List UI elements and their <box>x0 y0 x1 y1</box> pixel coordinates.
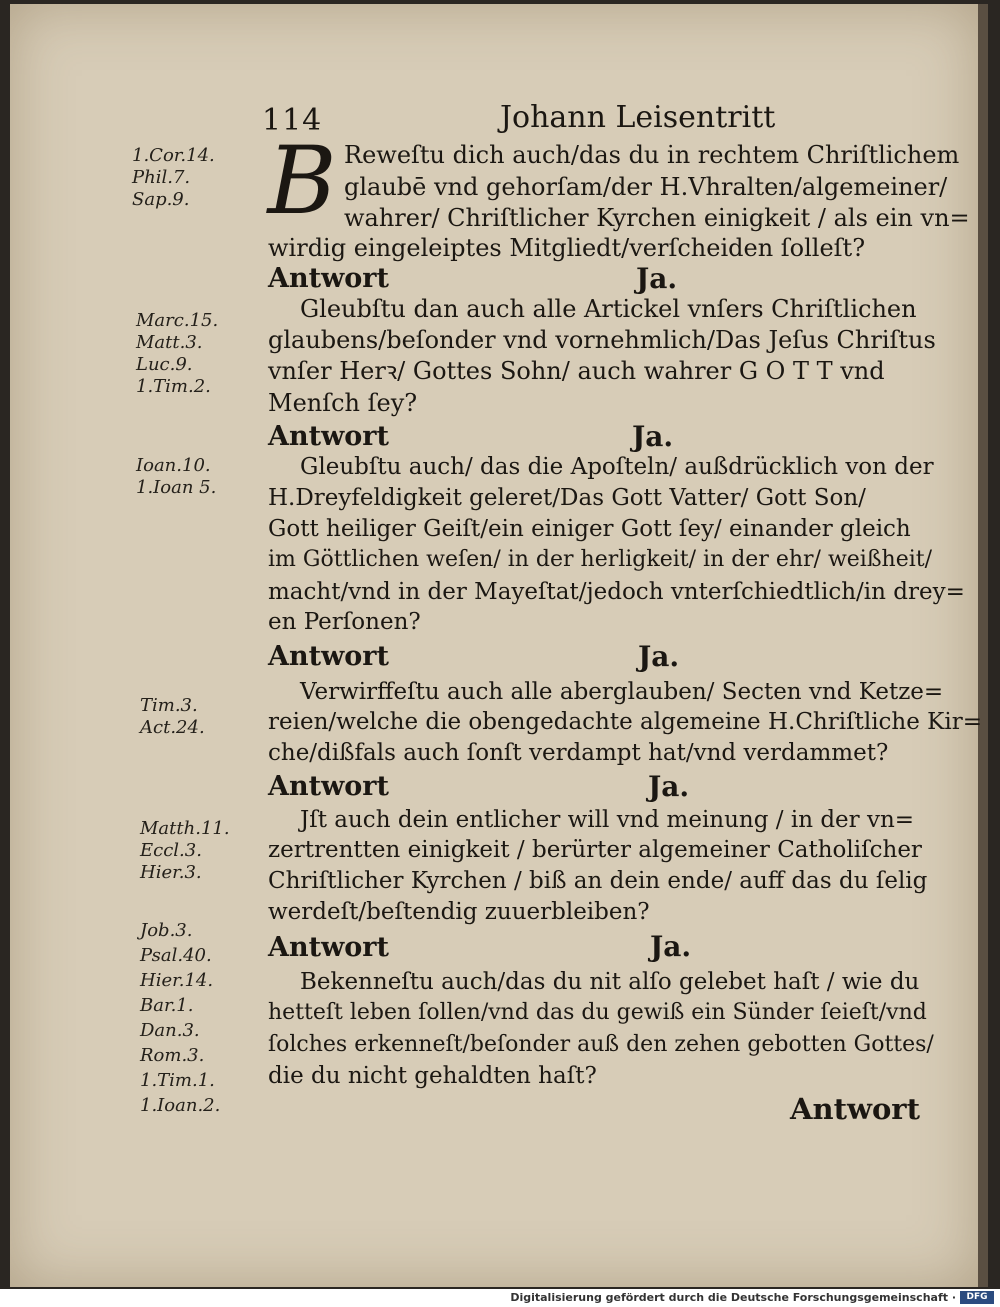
running-title: Johann Leisentritt <box>500 100 776 135</box>
margin-ref: Eccl.3. <box>140 840 202 861</box>
answer-label: Antwort <box>268 421 389 452</box>
text-line: wahrer/ Chriſtlicher Kyrchen einigkeit / als ein vn= <box>344 204 970 232</box>
margin-ref: Phil.7. <box>132 167 191 188</box>
text-line: Reweſtu dich auch/das du in rechtem Chriſtlichem <box>344 141 960 169</box>
margin-ref: Sap.9. <box>132 189 190 210</box>
margin-ref: 1.Cor.14. <box>132 145 215 166</box>
margin-ref: Hier.14. <box>140 970 214 991</box>
text-line: Menſch ſey? <box>268 389 418 417</box>
answer-label: Antwort <box>268 771 389 802</box>
answer-label: Antwort <box>268 263 389 294</box>
text-line: Gott heiliger Geiſt/ein einiger Gott ſey/ einander gleich <box>268 516 911 542</box>
text-line: Chriſtlicher Kyrchen / biß an dein ende/ auff das du ſelig <box>268 868 928 894</box>
margin-ref: Tim.3. <box>140 695 198 716</box>
margin-ref: 1.Tim.2. <box>136 376 211 397</box>
decorated-initial: B <box>267 127 337 236</box>
text-line: im Göttlichen weſen/ in der herligkeit/ in der ehr/ weißheit/ <box>268 547 933 572</box>
margin-ref-group-3 <box>136 455 216 499</box>
text-line: che/dißfals auch ſonſt verdampt hat/vnd verdammet? <box>268 740 889 766</box>
text-line: glaubē vnd gehorſam/der H.Vhralten/algemeiner/ <box>344 173 948 201</box>
text-line: Gleubſtu auch/ das die Apoſteln/ außdrücklich von der <box>300 454 934 480</box>
margin-ref: 1.Ioan.2. <box>140 1095 221 1116</box>
text-line: macht/vnd in der Mayeſtat/jedoch vnterſchiedtlich/in drey= <box>268 579 965 605</box>
text-line: die du nicht gehaldten haſt? <box>268 1063 597 1089</box>
answer-ja: Ja. <box>638 640 680 673</box>
text-line: ſolches erkenneſt/beſonder auß den zehen gebotten Gottes/ <box>268 1032 934 1057</box>
margin-ref: Hier.3. <box>140 862 202 883</box>
dfg-logo: DFG <box>960 1291 994 1304</box>
text-line: Gleubſtu dan auch alle Artickel vnſers Chriſtlichen <box>300 295 917 323</box>
answer-ja: Ja. <box>636 262 678 295</box>
margin-ref: Act.24. <box>140 717 205 738</box>
margin-ref: Marc.15. <box>136 310 219 331</box>
text-line: glaubens/beſonder vnd vornehmlich/Das Jeſus Chriſtus <box>268 326 936 354</box>
margin-ref: 1.Tim.1. <box>140 1070 215 1091</box>
answer-label: Antwort <box>268 641 389 672</box>
text-line: Bekenneſtu auch/das du nit alſo gelebet haſt / wie du <box>300 969 920 995</box>
margin-ref: 1.Ioan 5. <box>136 477 217 498</box>
margin-ref: Ioan.10. <box>136 455 211 476</box>
answer-ja: Ja. <box>650 930 692 963</box>
text-line: reien/welche die obengedachte algemeine H.Chriſtliche Kir= <box>268 709 982 735</box>
text-line: hetteſt leben ſollen/vnd das du gewiß ein Sünder ſeieſt/vnd <box>268 1000 927 1025</box>
text-line: vnſer Herꝛ/ Gottes Sohn/ auch wahrer G O T T vnd <box>268 357 885 385</box>
text-line: Jſt auch dein entlicher will vnd meinung / in der vn= <box>300 807 915 833</box>
margin-ref: Bar.1. <box>140 995 194 1016</box>
text-line: H.Dreyfeldigkeit geleret/Das Gott Vatter/ Gott Son/ <box>268 485 866 511</box>
answer-label: Antwort <box>268 932 389 963</box>
margin-ref: Luc.9. <box>136 354 193 375</box>
margin-ref-group-5 <box>140 818 230 884</box>
margin-ref-group-4 <box>140 695 205 739</box>
margin-ref-group-6 <box>140 918 220 1118</box>
page-edge <box>978 4 988 1287</box>
margin-ref-group-1 <box>132 145 215 211</box>
margin-ref: Psal.40. <box>140 945 212 966</box>
text-line: zertrentten einigkeit / berürter algemeiner Catholiſcher <box>268 837 922 863</box>
digitization-footer <box>0 1289 1000 1307</box>
margin-ref-group-2 <box>136 310 218 398</box>
margin-ref: Rom.3. <box>140 1045 205 1066</box>
margin-ref: Matt.3. <box>136 332 203 353</box>
margin-ref: Dan.3. <box>140 1020 200 1041</box>
text-line: werdeſt/beſtendig zuuerbleiben? <box>268 899 650 925</box>
margin-ref: Job.3. <box>140 920 193 941</box>
answer-ja: Ja. <box>632 420 674 453</box>
text-line: wirdig eingeleiptes Mitgliedt/verſcheiden ſolleſt? <box>268 234 866 262</box>
text-line: en Perſonen? <box>268 609 421 635</box>
catchword: Antwort <box>790 1092 920 1126</box>
page-number: 114 <box>262 103 323 138</box>
text-line: Verwirffeſtu auch alle aberglauben/ Secten vnd Ketze= <box>300 679 944 705</box>
footer-credit: Digitalisierung gefördert durch die Deutsche Forschungsgemeinschaft · <box>510 1291 956 1304</box>
answer-ja: Ja. <box>648 770 690 803</box>
margin-ref: Matth.11. <box>140 818 230 839</box>
